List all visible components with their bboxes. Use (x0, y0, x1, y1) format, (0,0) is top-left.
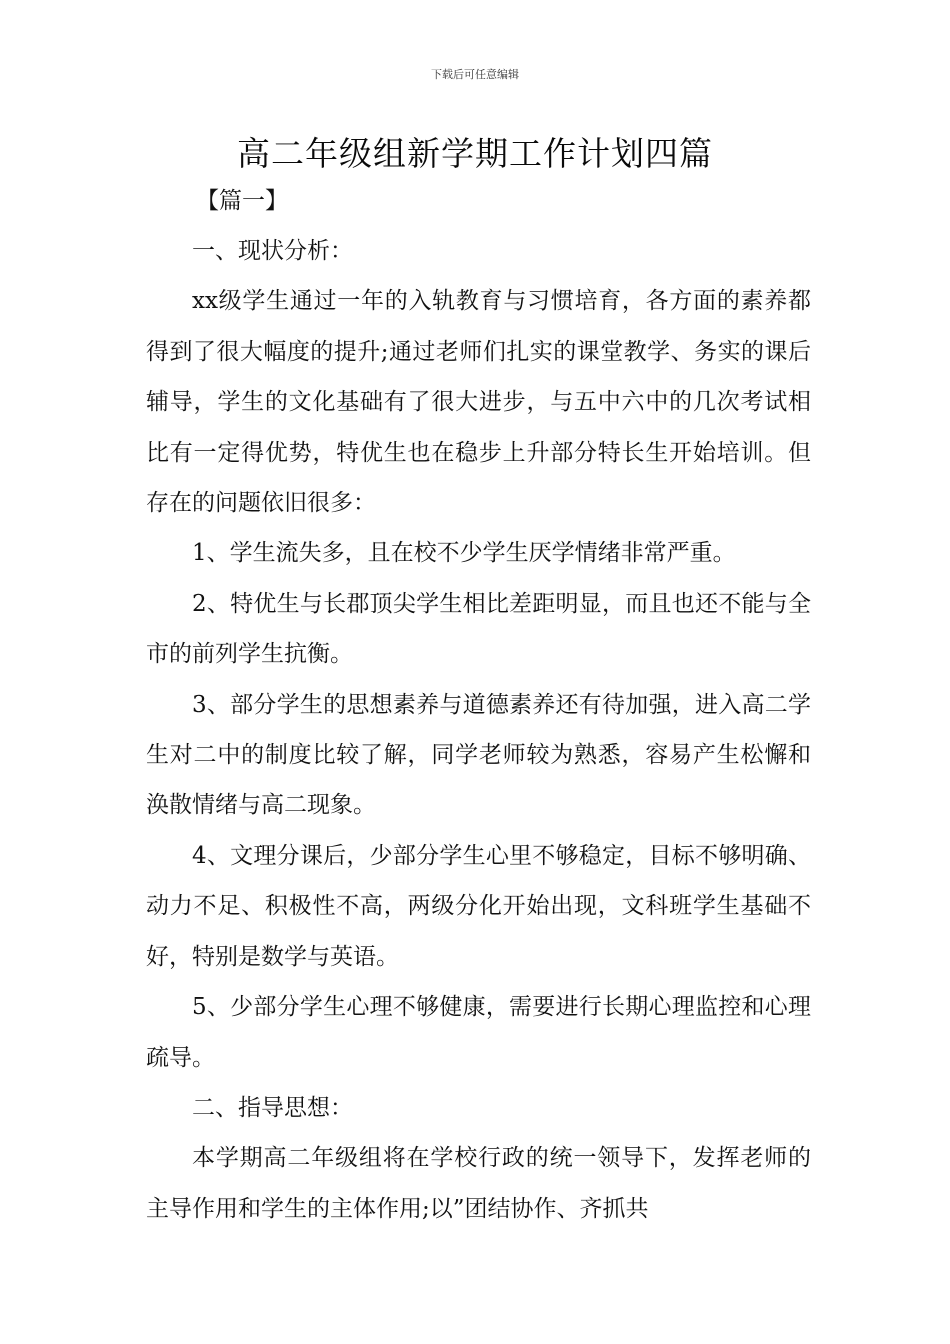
section-heading: 【篇一】 (196, 188, 288, 214)
heading-status-analysis: 一、现状分析： (192, 238, 353, 264)
paragraph: 本学期高二年级组将在学校行政的统一领导下，发挥老师的主导作用和学生的主体作用;以”团结协作、齐抓共 (146, 1145, 811, 1222)
paragraph: xx级学生通过一年的入轨教育与习惯培育，各方面的素养都得到了很大幅度的提升;通过老师们扎实的课堂教学、务实的课后辅导，学生的文化基础有了很大进步，与五中六中的几次考试相比有一定得优势，特优生也在稳步上升部分特长生开始培训。但存在的问题依旧很多： (146, 288, 811, 517)
document-body (146, 226, 811, 1234)
list-item: 1、学生流失多，且在校不少学生厌学情绪非常严重。 (192, 540, 736, 567)
list-item: 3、部分学生的思想素养与道德素养还有待加强，进入高二学生对二中的制度比较了解，同学老师较为熟悉，容易产生松懈和涣散情绪与高二现象。 (146, 691, 811, 819)
list-item: 2、特优生与长郡顶尖学生相比差距明显，而且也还不能与全市的前列学生抗衡。 (146, 590, 811, 668)
header-note: 下载后可任意编辑 (431, 68, 519, 81)
document-title: 高二年级组新学期工作计划四篇 (237, 134, 713, 173)
list-item: 5、少部分学生心理不够健康，需要进行长期心理监控和心理疏导。 (146, 994, 811, 1071)
heading-guiding-thought: 二、指导思想： (192, 1094, 353, 1121)
list-item: 4、文理分课后，少部分学生心里不够稳定，目标不够明确、动力不足、积极性不高，两级分化开始出现，文科班学生基础不好，特别是数学与英语。 (146, 842, 811, 970)
